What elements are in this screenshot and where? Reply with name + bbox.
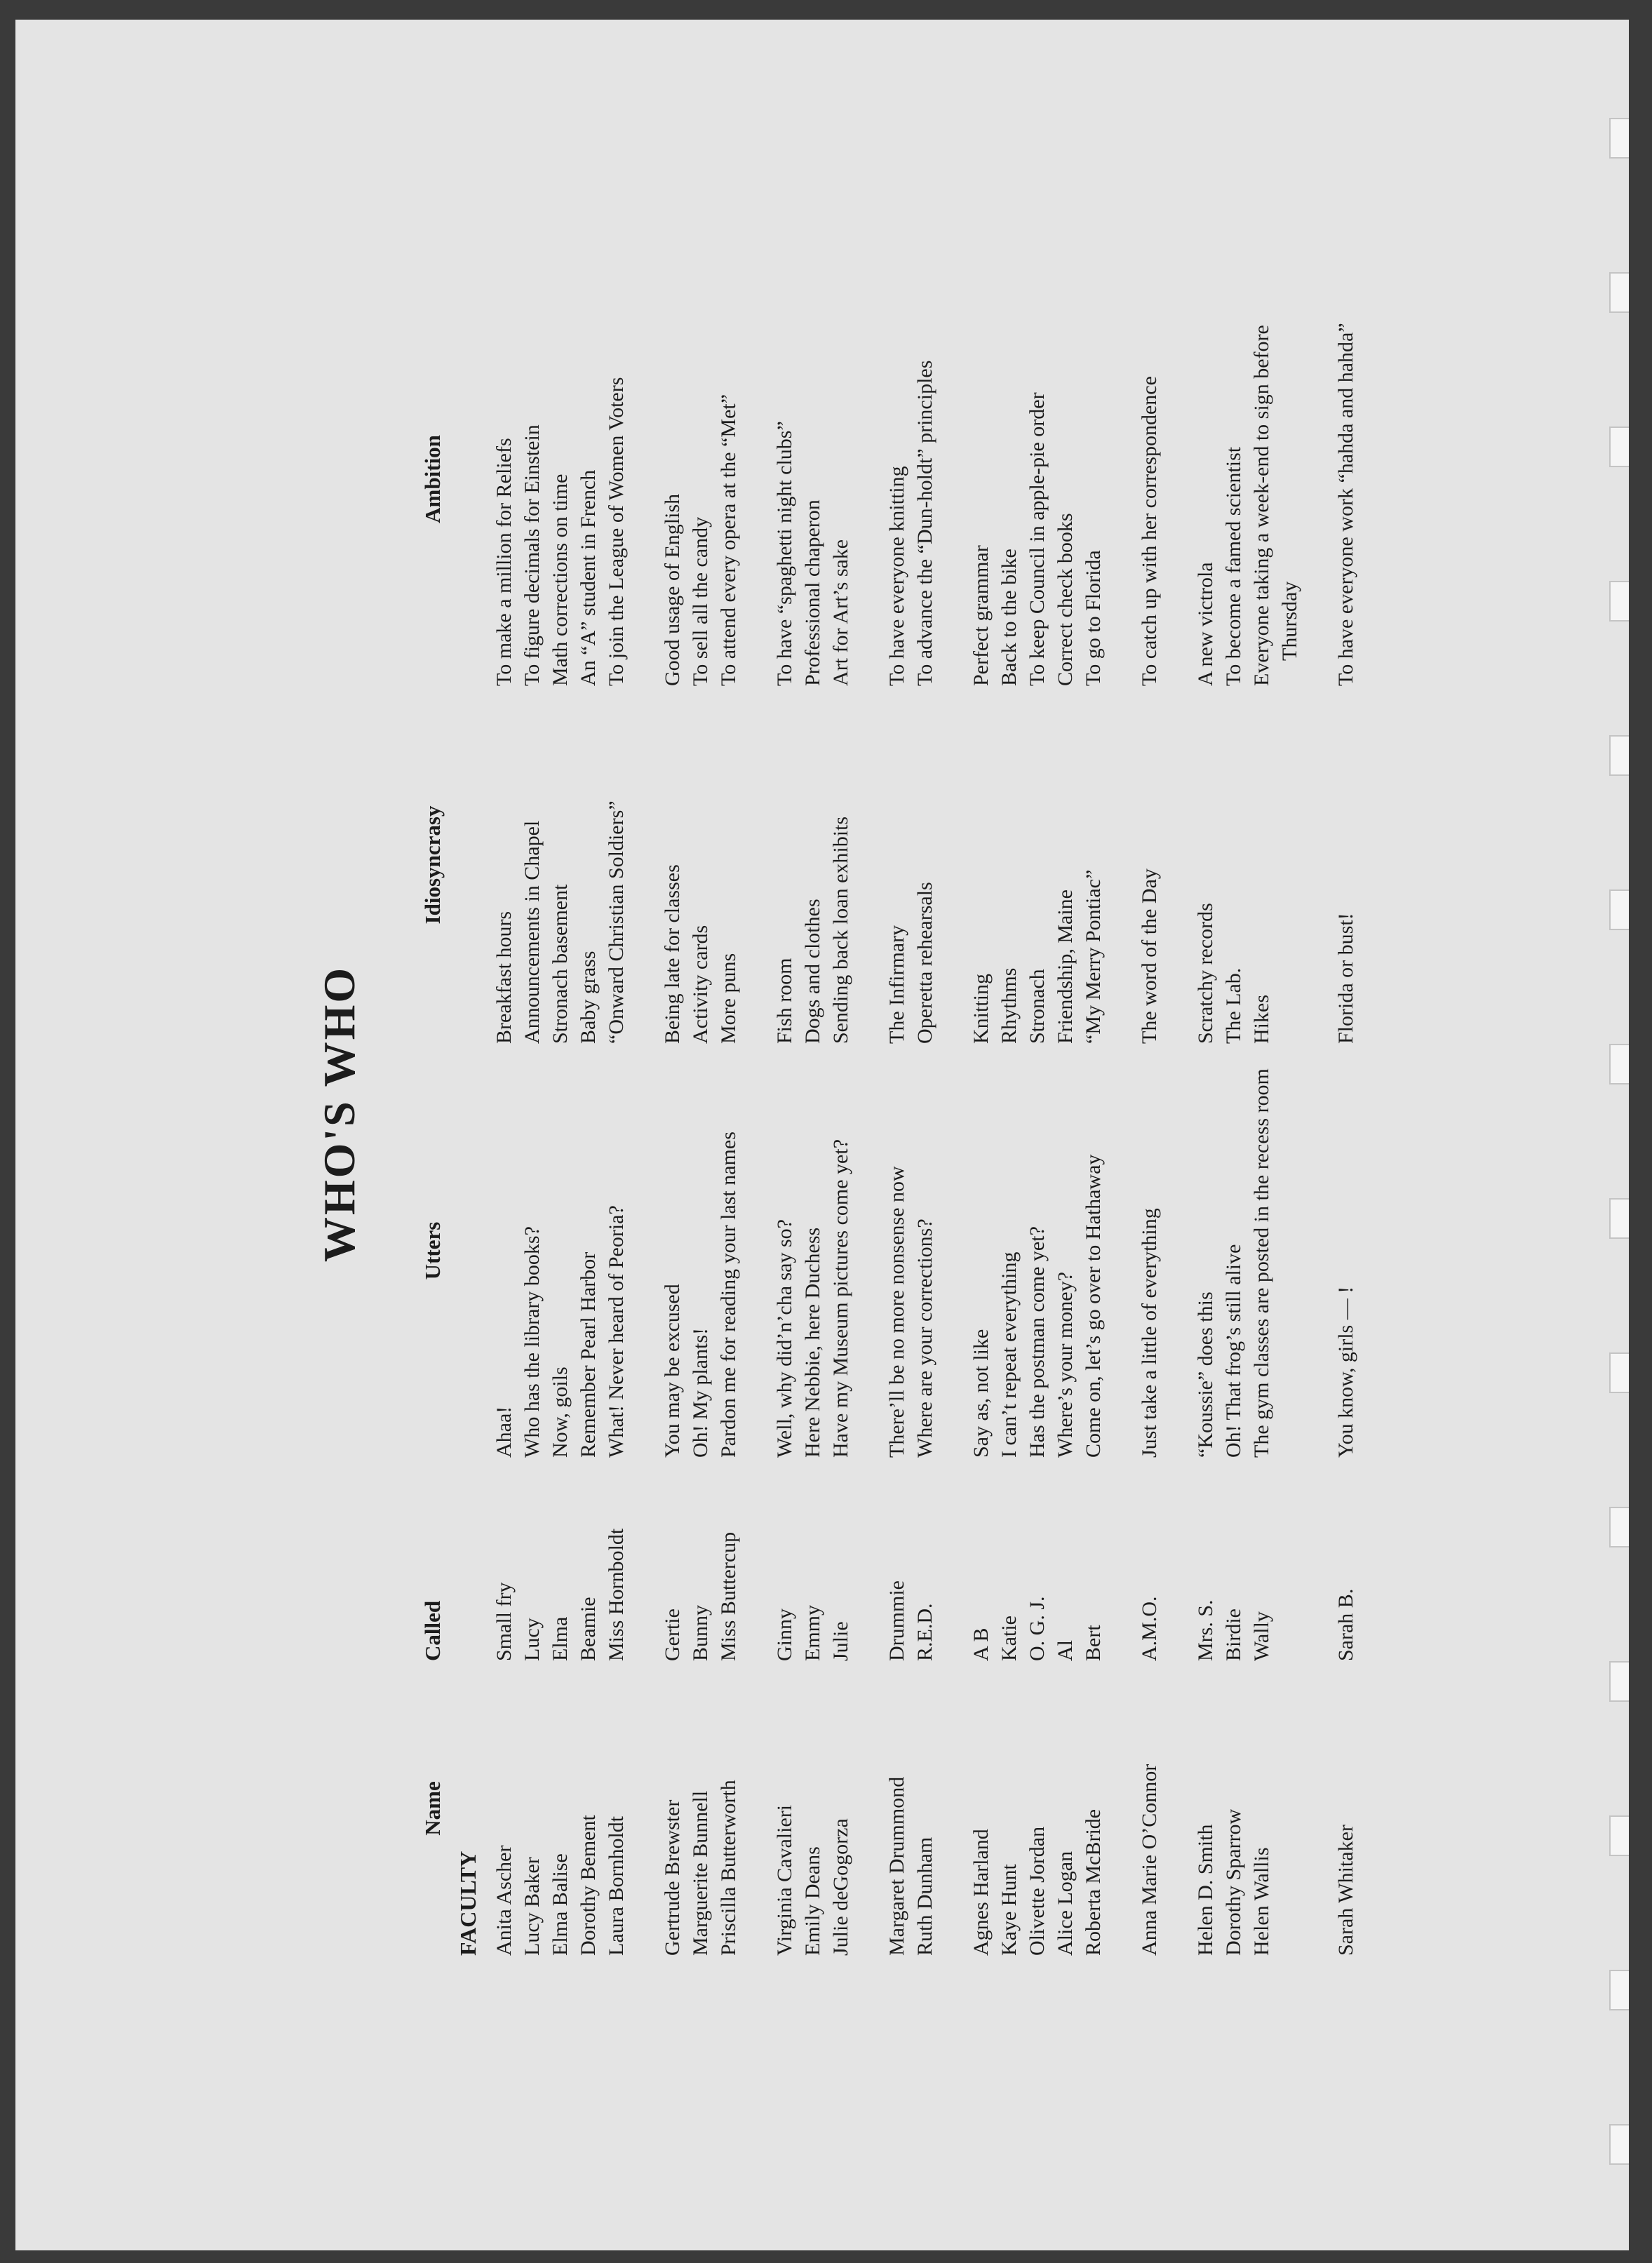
- cell-called: [1248, 1458, 1304, 1661]
- column-header-utters: Utters: [420, 1221, 445, 1280]
- called-text: Elma: [549, 1616, 572, 1661]
- table-row: [659, 272, 687, 1956]
- cell-idiosyncrasy: [1023, 686, 1052, 1044]
- column-header-ambition: Ambition: [420, 435, 445, 523]
- cell-name: [546, 1661, 575, 1956]
- cell-name: [659, 1661, 687, 1956]
- cell-utters: [1080, 1044, 1108, 1458]
- name-text: Dorothy Bement: [577, 1815, 600, 1956]
- utters-text: Where’s your money?: [1054, 1272, 1077, 1458]
- called-text: Miss Buttercup: [717, 1531, 740, 1661]
- binding-tab: [1609, 1044, 1629, 1085]
- idiosyncrasy-text: Scratchy records: [1194, 903, 1217, 1044]
- idiosyncrasy-text: Sending back loan exhibits: [829, 816, 852, 1044]
- table-row: [715, 272, 743, 1956]
- name-text: Dorothy Sparrow: [1222, 1808, 1245, 1956]
- cell-utters: [518, 1044, 546, 1458]
- ambition-text: To go to Florida: [1082, 550, 1105, 686]
- cell-utters: [575, 1044, 603, 1458]
- utters-text: What! Never heard of Peoria?: [605, 1205, 628, 1458]
- table-row: [546, 272, 575, 1956]
- cell-ambition: [911, 272, 939, 686]
- cell-idiosyncrasy: [995, 686, 1023, 1044]
- called-text: Beamie: [577, 1597, 600, 1661]
- cell-ambition: [518, 272, 546, 686]
- called-text: O. G. J.: [1026, 1596, 1049, 1661]
- cell-name: [1332, 1661, 1360, 1956]
- binding-tab: [1609, 889, 1629, 930]
- utters-text: “Koussie” does this: [1194, 1291, 1217, 1458]
- idiosyncrasy-text: Dogs and clothes: [801, 899, 824, 1044]
- utters-text: Remember Pearl Harbor: [577, 1251, 600, 1458]
- table-row: [799, 272, 827, 1956]
- utters-text: Now, goils: [549, 1366, 572, 1458]
- cell-ambition: [603, 272, 631, 686]
- cell-called: [827, 1458, 855, 1661]
- cell-name: [518, 1661, 546, 1956]
- table-row: [883, 272, 911, 1956]
- name-text: Priscilla Butterworth: [717, 1780, 740, 1956]
- ambition-text: Good usage of English: [661, 493, 684, 686]
- header-row: [419, 272, 454, 1956]
- name-text: Olivette Jordan: [1026, 1826, 1049, 1956]
- cell-idiosyncrasy: [687, 686, 715, 1044]
- binding-tab: [1609, 118, 1629, 159]
- idiosyncrasy-text: Stronach: [1026, 969, 1049, 1044]
- cell-ambition: [1080, 272, 1108, 686]
- name-text: Alice Logan: [1054, 1851, 1077, 1956]
- cell-called: [1332, 1458, 1360, 1661]
- name-text: Roberta McBride: [1082, 1808, 1105, 1956]
- cell-utters: [995, 1044, 1023, 1458]
- cell-utters: [827, 1044, 855, 1458]
- cell-utters: [1023, 1044, 1052, 1458]
- cell-name: [687, 1661, 715, 1956]
- cell-utters: [883, 1044, 911, 1458]
- cell-ambition: [995, 272, 1023, 686]
- cell-idiosyncrasy: [1080, 686, 1108, 1044]
- cell-name: [1136, 1661, 1164, 1956]
- cell-idiosyncrasy: [1192, 686, 1220, 1044]
- cell-utters: [967, 1044, 995, 1458]
- group-spacer: [939, 272, 967, 1956]
- idiosyncrasy-text: Operetta rehearsals: [913, 882, 936, 1044]
- cell-idiosyncrasy: [771, 686, 799, 1044]
- called-text: Gertie: [661, 1609, 684, 1661]
- called-text: Mrs. S.: [1194, 1599, 1217, 1661]
- called-text: Emmy: [801, 1605, 824, 1661]
- utters-text: The gym classes are posted in the recess room: [1250, 1068, 1273, 1458]
- utters-text: Where are your corrections?: [913, 1218, 936, 1458]
- binding-tab: [1609, 1198, 1629, 1239]
- page: [15, 20, 1629, 2250]
- binding-tab: [1609, 272, 1629, 313]
- binding-tab: [1609, 427, 1629, 467]
- table-row: [1192, 272, 1220, 1956]
- ambition-text: Back to the bike: [998, 549, 1021, 686]
- table-row: [603, 272, 631, 1956]
- cell-ambition: [771, 272, 799, 686]
- utters-text: You may be excused: [661, 1284, 684, 1458]
- called-text: Drummie: [885, 1580, 908, 1661]
- cell-idiosyncrasy: [967, 686, 995, 1044]
- cell-utters: [659, 1044, 687, 1458]
- called-text: Sarah B.: [1334, 1588, 1357, 1661]
- binding-tab: [1609, 581, 1629, 622]
- cell-idiosyncrasy: [490, 686, 518, 1044]
- idiosyncrasy-text: Friendship, Maine: [1054, 889, 1077, 1044]
- cell-name: [883, 1661, 911, 1956]
- table-row: [1332, 272, 1360, 1956]
- table-row: [967, 272, 995, 1956]
- cell-name: [995, 1661, 1023, 1956]
- cell-name: [827, 1661, 855, 1956]
- binding-tab: [1609, 2124, 1629, 2165]
- cell-name: [603, 1661, 631, 1956]
- utters-text: Pardon me for reading your last names: [717, 1132, 740, 1458]
- cell-called: [771, 1458, 799, 1661]
- column-header-idiosyncrasy: Idiosyncrasy: [420, 805, 445, 925]
- cell-utters: [687, 1044, 715, 1458]
- cell-idiosyncrasy: [883, 686, 911, 1044]
- cell-idiosyncrasy: [575, 686, 603, 1044]
- name-text: Marguerite Bunnell: [689, 1790, 712, 1956]
- called-text: Birdie: [1222, 1609, 1245, 1661]
- table-row: [1080, 272, 1108, 1956]
- cell-utters: [1136, 1044, 1164, 1458]
- ambition-text: Everyone taking a week-end to sign before Thursday: [1250, 325, 1301, 686]
- utters-text: Oh! My plants!: [689, 1328, 712, 1458]
- idiosyncrasy-text: Being late for classes: [661, 864, 684, 1044]
- table-row: [1136, 272, 1164, 1956]
- name-text: Virginia Cavalieri: [773, 1804, 796, 1956]
- idiosyncrasy-text: Hikes: [1250, 995, 1273, 1044]
- utters-text: Here Nebbie, here Duchess: [801, 1227, 824, 1458]
- cell-idiosyncrasy: [603, 686, 631, 1044]
- called-text: A B: [969, 1627, 993, 1661]
- idiosyncrasy-text: Rhythms: [998, 967, 1021, 1044]
- name-text: Ruth Dunham: [913, 1836, 936, 1956]
- called-text: Miss Hornboldt: [605, 1528, 628, 1661]
- name-text: Julie deGogorza: [829, 1818, 852, 1956]
- name-text: Kaye Hunt: [998, 1864, 1021, 1956]
- cell-utters: [911, 1044, 939, 1458]
- ambition-text: To have everyone knitting: [885, 466, 908, 686]
- cell-name: [771, 1661, 799, 1956]
- table-body: [490, 272, 1360, 1956]
- ambition-text: A new victrola: [1194, 562, 1217, 686]
- idiosyncrasy-text: Announcements in Chapel: [521, 820, 544, 1044]
- table-row: [1248, 272, 1304, 1956]
- cell-ambition: [575, 272, 603, 686]
- idiosyncrasy-text: Stronach basement: [549, 884, 572, 1044]
- called-text: Wally: [1250, 1611, 1273, 1661]
- binding-tab: [1609, 1352, 1629, 1393]
- idiosyncrasy-text: The Infirmary: [885, 925, 908, 1044]
- cell-ambition: [1332, 272, 1360, 686]
- cell-name: [1023, 1661, 1052, 1956]
- table-row: [771, 272, 799, 1956]
- cell-called: [883, 1458, 911, 1661]
- idiosyncrasy-text: Fish room: [773, 958, 796, 1044]
- ambition-text: To attend every opera at the “Met”: [717, 394, 740, 686]
- cell-utters: [715, 1044, 743, 1458]
- cell-called: [799, 1458, 827, 1661]
- group-spacer: [1108, 272, 1136, 1956]
- called-text: Katie: [998, 1616, 1021, 1661]
- cell-ambition: [687, 272, 715, 686]
- utters-text: Ahaa!: [492, 1406, 516, 1458]
- cell-called: [603, 1458, 631, 1661]
- binding-tab: [1609, 1507, 1629, 1547]
- cell-utters: [1332, 1044, 1360, 1458]
- cell-name: [1248, 1661, 1304, 1956]
- cell-called: [995, 1458, 1023, 1661]
- ambition-text: Professional chaperon: [801, 499, 824, 686]
- called-text: Bert: [1082, 1625, 1105, 1661]
- cell-name: [799, 1661, 827, 1956]
- idiosyncrasy-text: Activity cards: [689, 925, 712, 1044]
- utters-text: Say as, not like: [969, 1329, 993, 1458]
- ambition-text: To advance the “Dun-holdt” principles: [913, 360, 936, 686]
- cell-ambition: [1023, 272, 1052, 686]
- name-text: Anna Marie O’Connor: [1138, 1764, 1161, 1956]
- utters-text: You know, girls — !: [1334, 1286, 1357, 1458]
- cell-idiosyncrasy: [827, 686, 855, 1044]
- whos-who-table: [419, 272, 1360, 1956]
- rotated-content: [314, 272, 1373, 1956]
- cell-called: [518, 1458, 546, 1661]
- name-text: Sarah Whitaker: [1334, 1825, 1357, 1956]
- name-text: Elma Balise: [549, 1853, 572, 1956]
- cell-name: [1052, 1661, 1080, 1956]
- page-title: WHO'S WHO: [314, 965, 364, 1263]
- ambition-text: Perfect grammar: [969, 545, 993, 686]
- cell-ambition: [659, 272, 687, 686]
- column-header-name: Name: [420, 1781, 445, 1836]
- ambition-text: To have “spaghetti night clubs”: [773, 421, 796, 686]
- cell-ambition: [1248, 272, 1304, 686]
- table-row: [1220, 272, 1248, 1956]
- called-text: R.E.D.: [913, 1603, 936, 1661]
- name-text: Anita Ascher: [492, 1845, 516, 1956]
- cell-called: [715, 1458, 743, 1661]
- cell-idiosyncrasy: [715, 686, 743, 1044]
- binding-tab: [1609, 735, 1629, 776]
- utters-text: Has the postman come yet?: [1026, 1226, 1049, 1458]
- name-text: Helen D. Smith: [1194, 1824, 1217, 1956]
- ambition-text: To sell all the candy: [689, 516, 712, 686]
- ambition-text: To become a famed scientist: [1222, 446, 1245, 686]
- cell-utters: [1248, 1044, 1304, 1458]
- ambition-text: Art for Art’s sake: [829, 539, 852, 686]
- group-spacer: [631, 272, 659, 1956]
- ambition-text: An “A” student in French: [577, 469, 600, 686]
- group-spacer: [855, 272, 883, 1956]
- cell-called: [1192, 1458, 1220, 1661]
- cell-name: [575, 1661, 603, 1956]
- cell-called: [659, 1458, 687, 1661]
- called-text: Al: [1054, 1640, 1077, 1661]
- idiosyncrasy-text: Baby grass: [577, 951, 600, 1044]
- cell-called: [1220, 1458, 1248, 1661]
- cell-idiosyncrasy: [1332, 686, 1360, 1044]
- group-spacer: [743, 272, 771, 1956]
- called-text: Ginny: [773, 1609, 796, 1661]
- table-row: [995, 272, 1023, 1956]
- cell-called: [967, 1458, 995, 1661]
- cell-called: [490, 1458, 518, 1661]
- cell-ambition: [1136, 272, 1164, 686]
- table-row: [518, 272, 546, 1956]
- cell-called: [1023, 1458, 1052, 1661]
- binding-tab: [1609, 1815, 1629, 1856]
- ambition-text: To make a million for Reliefs: [492, 438, 516, 686]
- name-text: Laura Bornholdt: [605, 1815, 628, 1956]
- cell-idiosyncrasy: [1220, 686, 1248, 1044]
- cell-called: [1136, 1458, 1164, 1661]
- idiosyncrasy-text: The Lab.: [1222, 967, 1245, 1044]
- cell-called: [1052, 1458, 1080, 1661]
- cell-ambition: [715, 272, 743, 686]
- table-row: [687, 272, 715, 1956]
- idiosyncrasy-text: The word of the Day: [1138, 868, 1161, 1044]
- cell-idiosyncrasy: [911, 686, 939, 1044]
- cell-name: [1220, 1661, 1248, 1956]
- table-row: [1023, 272, 1052, 1956]
- utters-text: Just take a little of everything: [1138, 1208, 1161, 1458]
- ambition-text: Correct check books: [1054, 513, 1077, 686]
- cell-utters: [603, 1044, 631, 1458]
- name-text: Margaret Drummond: [885, 1776, 908, 1956]
- cell-ambition: [967, 272, 995, 686]
- cell-name: [1192, 1661, 1220, 1956]
- cell-ambition: [883, 272, 911, 686]
- cell-idiosyncrasy: [518, 686, 546, 1044]
- cell-utters: [1220, 1044, 1248, 1458]
- cell-ambition: [490, 272, 518, 686]
- cell-utters: [490, 1044, 518, 1458]
- cell-ambition: [1220, 272, 1248, 686]
- group-spacer: [1304, 272, 1332, 1956]
- name-text: Gertrude Brewster: [661, 1799, 684, 1956]
- name-text: Helen Wallis: [1250, 1847, 1273, 1956]
- called-text: Bunny: [689, 1604, 712, 1661]
- table-row: [575, 272, 603, 1956]
- cell-called: [546, 1458, 575, 1661]
- cell-called: [911, 1458, 939, 1661]
- ambition-text: To catch up with her correspondence: [1138, 376, 1161, 686]
- cell-ambition: [827, 272, 855, 686]
- binding-tab: [1609, 1970, 1629, 2010]
- name-text: Agnes Harland: [969, 1829, 993, 1956]
- table-row: [911, 272, 939, 1956]
- ambition-text: Math corrections on time: [549, 474, 572, 686]
- cell-utters: [799, 1044, 827, 1458]
- ambition-text: To join the League of Women Voters: [605, 377, 628, 686]
- binding-tab: [1609, 1661, 1629, 1702]
- table-row: [490, 272, 518, 1956]
- cell-utters: [546, 1044, 575, 1458]
- utters-text: Well, why did’n’cha say so?: [773, 1219, 796, 1458]
- cell-ambition: [799, 272, 827, 686]
- cell-name: [490, 1661, 518, 1956]
- utters-text: Come on, let’s go over to Hathaway: [1082, 1154, 1105, 1458]
- called-text: Small fry: [492, 1582, 516, 1661]
- cell-name: [1080, 1661, 1108, 1956]
- cell-idiosyncrasy: [1052, 686, 1080, 1044]
- utters-text: I can’t repeat everything: [998, 1251, 1021, 1458]
- cell-utters: [771, 1044, 799, 1458]
- cell-called: [1080, 1458, 1108, 1661]
- cell-utters: [1192, 1044, 1220, 1458]
- called-text: Lucy: [521, 1618, 544, 1661]
- name-text: Lucy Baker: [521, 1857, 544, 1956]
- cell-name: [715, 1661, 743, 1956]
- cell-name: [911, 1661, 939, 1956]
- called-text: Julie: [829, 1621, 852, 1661]
- cell-name: [967, 1661, 995, 1956]
- cell-idiosyncrasy: [1248, 686, 1304, 1044]
- name-text: Emily Deans: [801, 1846, 824, 1956]
- cell-idiosyncrasy: [799, 686, 827, 1044]
- utters-text: There’ll be no more nonsense now: [885, 1166, 908, 1458]
- idiosyncrasy-text: “Onward Christian Soldiers”: [605, 800, 628, 1044]
- cell-idiosyncrasy: [546, 686, 575, 1044]
- ambition-text: To figure decimals for Einstein: [521, 424, 544, 686]
- cell-called: [575, 1458, 603, 1661]
- utters-text: Who has the library books?: [521, 1226, 544, 1458]
- column-header-called: Called: [420, 1600, 445, 1661]
- cell-ambition: [1192, 272, 1220, 686]
- ambition-text: To keep Council in apple-pie order: [1026, 392, 1049, 686]
- cell-ambition: [1052, 272, 1080, 686]
- called-text: A.M.O.: [1138, 1596, 1161, 1661]
- utters-text: Oh! That frog’s still alive: [1222, 1244, 1245, 1458]
- utters-text: Have my Museum pictures come yet?: [829, 1139, 852, 1458]
- cell-utters: [1052, 1044, 1080, 1458]
- ambition-text: To have everyone work “hahda and hahda”: [1334, 323, 1357, 686]
- table-row: [827, 272, 855, 1956]
- idiosyncrasy-text: Florida or bust!: [1334, 913, 1357, 1044]
- idiosyncrasy-text: More puns: [717, 953, 740, 1044]
- idiosyncrasy-text: Knitting: [969, 973, 993, 1044]
- cell-idiosyncrasy: [659, 686, 687, 1044]
- cell-ambition: [546, 272, 575, 686]
- table-row: [1052, 272, 1080, 1956]
- group-spacer: [1164, 272, 1192, 1956]
- cell-idiosyncrasy: [1136, 686, 1164, 1044]
- section-heading: FACULTY: [455, 1851, 481, 1956]
- idiosyncrasy-text: “My Merry Pontiac”: [1082, 869, 1105, 1044]
- cell-called: [687, 1458, 715, 1661]
- idiosyncrasy-text: Breakfast hours: [492, 911, 516, 1044]
